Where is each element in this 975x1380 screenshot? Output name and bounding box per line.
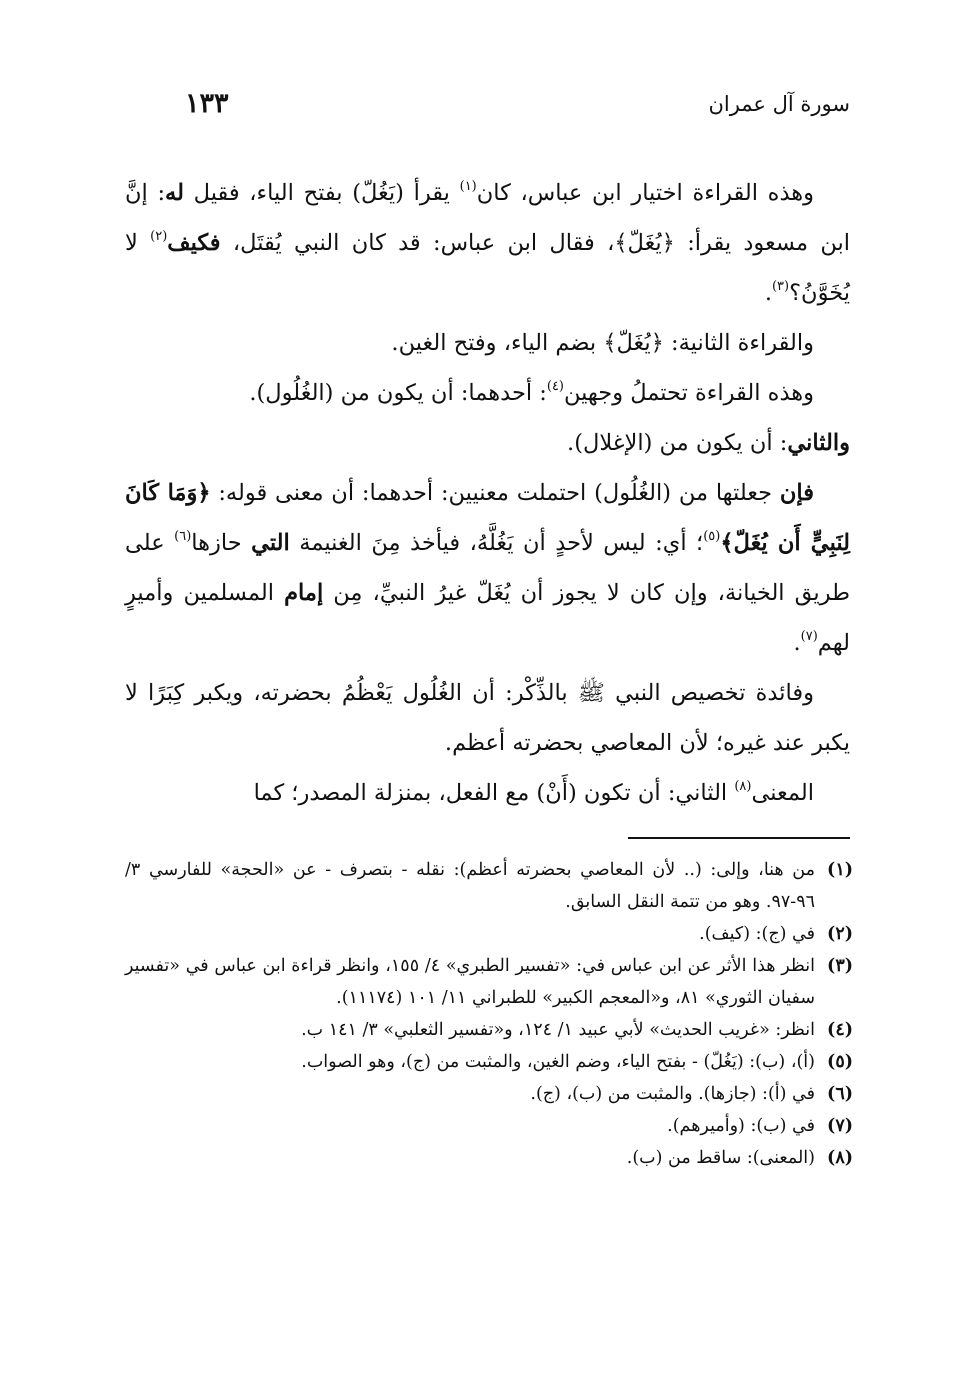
page-header xyxy=(125,88,850,128)
footnote-number: (١) xyxy=(827,860,853,880)
footnote-text: انظر: «غريب الحديث» لأبي عبيد ١/ ١٢٤، و«تفسير الثعلبي» ٣/ ١٤١ ب. xyxy=(301,1020,815,1040)
running-title: سورة آل عمران xyxy=(708,92,850,116)
footnote-text: في (أ): (جازها). والمثبت من (ب)، (ج). xyxy=(530,1084,815,1104)
footnote-number: (٦) xyxy=(827,1084,853,1104)
footnote-item xyxy=(125,950,853,1014)
footnote-item xyxy=(125,1110,853,1142)
footnote-text: من هنا، وإلى: (.. لأن المعاصي بحضرته أعظم): نقله - بتصرف - عن «الحجة» للفارسي ٣/ ٩٦-٩٧. وهو من تتمة النقل السابق. xyxy=(125,860,815,912)
footnote-ref-1: (١) xyxy=(459,179,477,194)
footnote-ref-6: (٦) xyxy=(174,529,192,544)
footnote-item xyxy=(125,918,853,950)
footnote-ref-3: (٣) xyxy=(771,279,790,294)
footnote-item xyxy=(125,1078,853,1110)
footnote-number: (٢) xyxy=(827,924,853,944)
footnote-ref-8: (٨) xyxy=(734,779,752,794)
paragraph-3: وهذه القراءة تحتملُ وجهين$^{(٤)}$: أحدهما: أن يكون من (الغُلُول). xyxy=(249,379,814,406)
footnote-ref-4: (٤) xyxy=(546,379,564,394)
footnote-text: في (ج): (كيف). xyxy=(699,924,815,944)
footnote-item xyxy=(125,1142,853,1174)
paragraph-7: المعنى$^{(٨)}$ الثاني: أن تكون (أَنْ) مع الفعل، بمنزلة المصدر؛ كما xyxy=(253,779,814,806)
footnote-ref-5: (٥) xyxy=(703,529,721,544)
paragraph-4: والثاني: أن يكون من (الإغلال). xyxy=(567,430,850,456)
paragraph-6: وفائدة تخصيص النبي ﷺ بالذِّكْر: أن الغُلُول يَعْظُمُ بحضرته، ويكبر كِبَرًا لا يكبر عند غيره؛ لأن المعاصي بحضرته أعظم. xyxy=(125,680,850,756)
page-number: ١٣٣ xyxy=(185,88,229,119)
footnote-number: (٣) xyxy=(827,956,853,976)
paragraph-5: فإن جعلتها من (الغُلُول) احتملت معنيين: أحدهما: أن معنى قوله: ﴿وَمَا كَانَ لِنَبِيٍّ أَن يُغَلّ﴾$^{(٥)}$؛ أي: ليس لأحدٍ أن يَغُلَّهُ، فيأخذ مِنَ الغنيمة التي حازها$^{(٦)}$ على طريق الخيانة، وإن كان لا يجوز أن يُغَلّ غيرُ النبيِّ، مِن إمام المسلمين وأميرٍ لهم$^{(٧)}$. xyxy=(125,480,850,656)
footnote-text: (أ)، (ب): (يَغُلّ) - بفتح الياء، وضم الغين، والمثبت من (ج)، وهو الصواب. xyxy=(301,1052,815,1072)
paragraph-1: وهذه القراءة اختيار ابن عباس، كان$^{(١)}$ يقرأ (يَغُلّ) بفتح الياء، فقيل له: إنَّ ابن مسعود يقرأ: ﴿يُغَلّ﴾، فقال ابن عباس: قد كان النبي يُقتَل، فكيف$^{(٢)}$ لا يُخَوَّنُ؟$^{(٣)}$. xyxy=(125,179,850,306)
footnote-text: في (ب): (وأميرهم). xyxy=(667,1116,815,1136)
footnote-number: (٤) xyxy=(827,1020,853,1040)
quran-verse: ﴿وَمَا كَانَ لِنَبِيٍّ أَن يُغَلّ﴾ xyxy=(125,480,850,556)
footnote-number: (٧) xyxy=(827,1116,853,1136)
footnote-ref-2: (٢) xyxy=(150,229,168,244)
footnote-number: (٥) xyxy=(827,1052,853,1072)
footnote-number: (٨) xyxy=(827,1148,853,1168)
footnote-text: (المعنى): ساقط من (ب). xyxy=(626,1148,815,1168)
footnote-text: انظر هذا الأثر عن ابن عباس في: «تفسير الطبري» ٤/ ١٥٥، وانظر قراءة ابن عباس في «تفسير سفيان الثوري» ٨١، و«المعجم الكبير» للطبراني ١١/ ١٠١ (١١١٧٤). xyxy=(125,956,815,1008)
footnote-item xyxy=(125,1014,853,1046)
footnote-item xyxy=(125,1046,853,1078)
footnote-divider xyxy=(628,837,850,839)
main-text xyxy=(125,168,850,818)
paragraph-2: والقراءة الثانية: ﴿يُغَلّ﴾ بضم الياء، وفتح الغين. xyxy=(391,330,814,356)
footnote-ref-7: (٧) xyxy=(800,629,818,644)
footnote-item xyxy=(125,854,853,918)
footnotes xyxy=(125,854,853,1174)
